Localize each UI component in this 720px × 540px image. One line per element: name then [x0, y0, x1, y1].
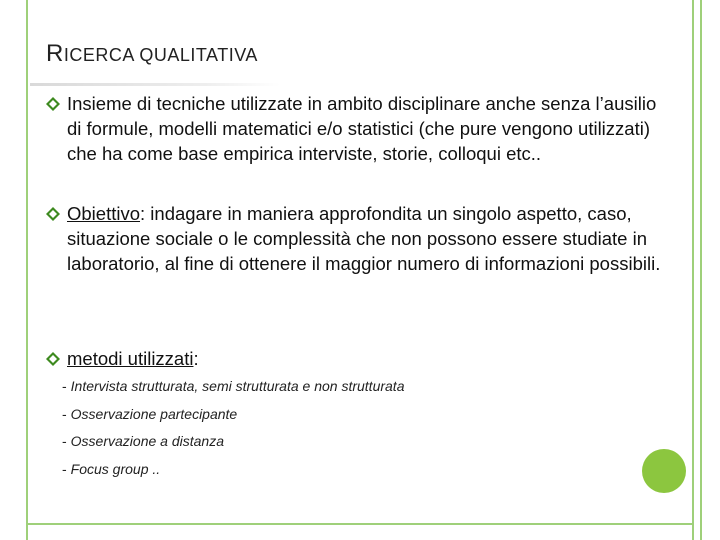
- obiettivo-label: Obiettivo: [67, 203, 141, 224]
- bullet-metodi: [46, 346, 666, 371]
- metodi-label-sep: :: [193, 348, 199, 369]
- bullet-obiettivo: [46, 201, 666, 276]
- obiettivo-body: indagare in maniera approfondita un singolo aspetto, caso, situazione sociale o le complessità che non possono essere studiate in laboratorio, al fine di ottenere il maggior numero di informazioni possibili.: [67, 203, 661, 274]
- obiettivo-label-sep: :: [140, 203, 146, 224]
- green-circle-decoration: [642, 449, 686, 493]
- bullet-metodi-text: [46, 346, 666, 371]
- frame-bottom-line: [26, 523, 694, 525]
- bullet-obiettivo-text: [46, 201, 666, 276]
- method-text: Intervista strutturata, semi strutturata e non strutturata: [70, 378, 405, 394]
- dash-marker: -: [62, 433, 67, 449]
- method-text: Focus group ..: [70, 461, 161, 477]
- method-item: [62, 433, 224, 449]
- title-first-letter: R: [46, 40, 64, 67]
- frame-left-line: [26, 0, 28, 540]
- dash-marker: -: [62, 378, 67, 394]
- method-item: [62, 406, 237, 422]
- diamond-bullet-icon: [46, 207, 60, 221]
- method-text: Osservazione partecipante: [70, 406, 238, 422]
- method-item: [62, 461, 160, 477]
- method-text: Osservazione a distanza: [70, 433, 224, 449]
- slide-title: [46, 40, 258, 68]
- diamond-bullet-icon: [46, 352, 60, 366]
- dash-marker: -: [62, 461, 67, 477]
- dash-marker: -: [62, 406, 67, 422]
- metodi-label: metodi utilizzati: [67, 348, 194, 369]
- bullet-definition-text: Insieme di tecniche utilizzate in ambito disciplinare anche senza l’ausilio di formule, modelli matematici e/o statistici (che pure vengono utilizzati) che ha come base empirica interviste, storie, colloqui etc..: [67, 93, 657, 164]
- bullet-definition: [46, 91, 666, 166]
- diamond-bullet-icon: [46, 97, 60, 111]
- frame-right-outer-line: [700, 0, 702, 540]
- title-rest: ICERCA QUALITATIVA: [63, 45, 258, 65]
- frame-right-line: [692, 0, 694, 540]
- method-item: [62, 378, 404, 394]
- title-underline: [30, 83, 280, 86]
